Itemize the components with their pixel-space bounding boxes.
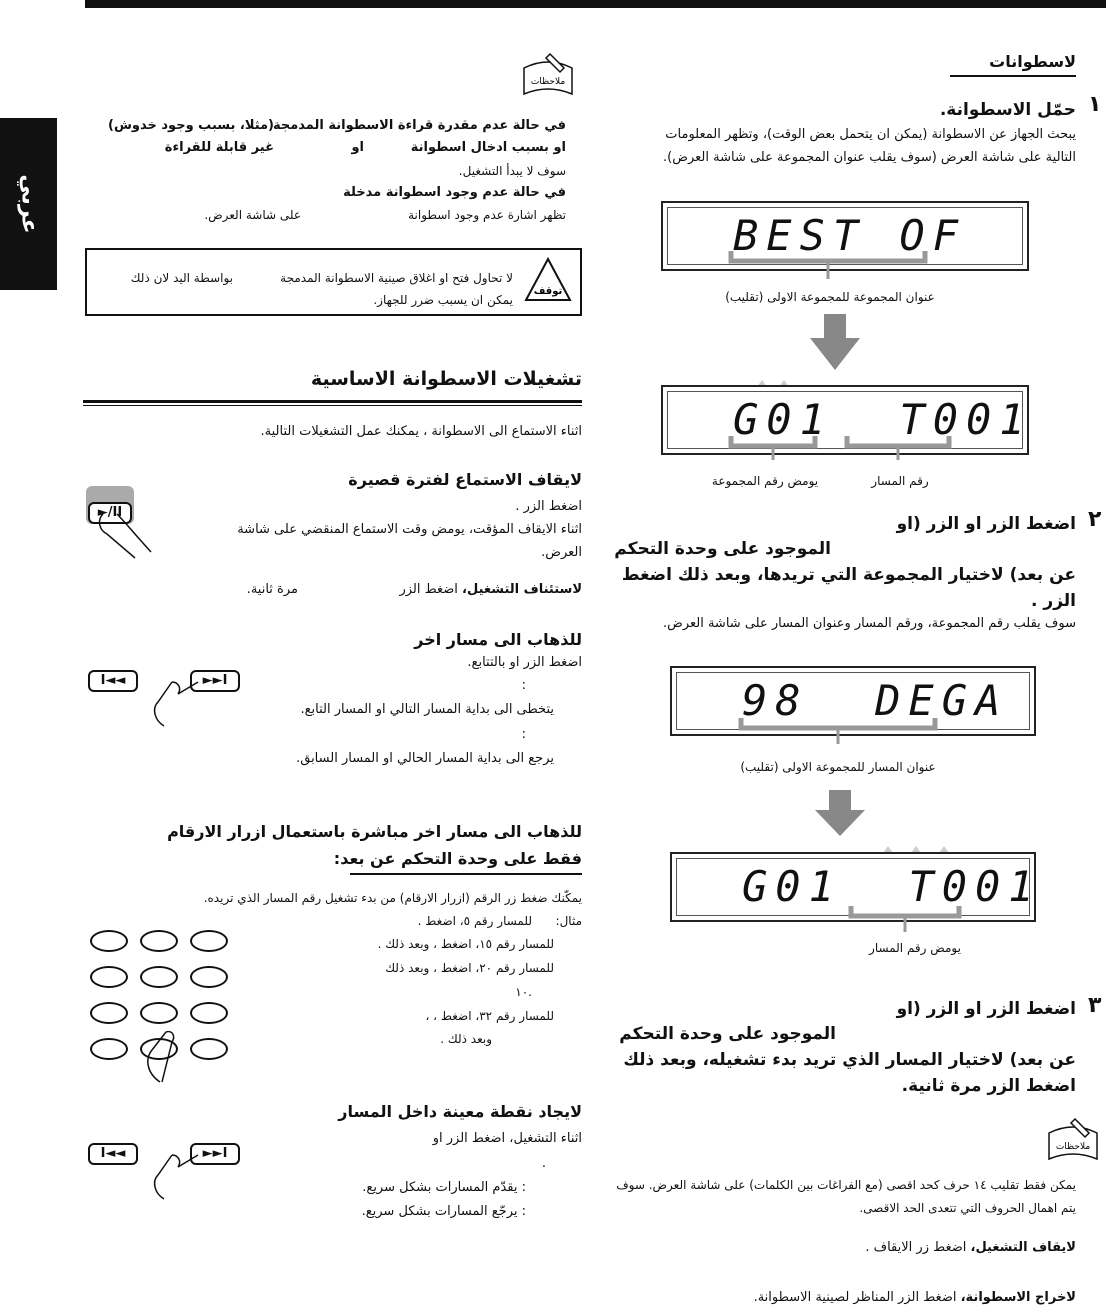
direct-title-1: للذهاب الى مسار اخر مباشرة باستعمال ازرار الارقام <box>167 822 582 841</box>
search-line-2: . <box>541 1156 546 1171</box>
bracket-group-track <box>725 430 955 470</box>
number-key <box>190 966 228 988</box>
step-3-line-2: الموجود على وحدة التحكم <box>619 1024 836 1044</box>
number-key <box>190 1002 228 1024</box>
skip-line-1: اضغط الزر او بالتتابع. <box>467 655 582 670</box>
pause-line-3: العرض. <box>541 545 582 560</box>
top-bar <box>85 0 1106 8</box>
search-line-4: : يرجّع المسارات بشكل سريع. <box>361 1204 526 1219</box>
skip-title: للذهاب الى مسار اخر <box>414 630 582 649</box>
bracket-track-title <box>735 712 945 752</box>
title-rule-thin <box>83 405 582 406</box>
caution-icon-label: توقف <box>533 286 563 297</box>
section-rule <box>950 75 1076 77</box>
direct-title-2: فقط على وحدة التحكم عن بعد: <box>333 849 582 868</box>
number-key <box>90 1002 128 1024</box>
finger-icon <box>95 512 155 562</box>
display-text: G01 T001 <box>742 862 1042 911</box>
step-1-line-1: يبحث الجهاز عن الاسطوانة (يمكن ان يتحمل بعض الوقت)، وتظهر المعلومات <box>665 127 1076 142</box>
skip-line-2: : <box>521 678 526 693</box>
section-title: لاسطوانات <box>989 52 1076 71</box>
note-line-2: يتم اهمال الحروف التي تتعدى الحد الاقصى. <box>859 1201 1076 1215</box>
next-button: ►►I <box>190 670 240 692</box>
display-text: BEST OF <box>733 211 967 260</box>
direct-example-2: للمسار رقم ١٥، اضغط ، وبعد ذلك . <box>377 937 554 951</box>
step-1-line-2: التالية على شاشة العرض (سوف يقلب عنوان المجموعة على شاشة العرض). <box>663 150 1076 165</box>
finger-icon <box>140 1028 200 1086</box>
number-key <box>140 966 178 988</box>
note-line-1: يمكن فقط تقليب ١٤ حرف كحد اقصى (مع الفراغات بين الكلمات) على شاشة العرض. سوف <box>616 1178 1076 1192</box>
direct-example-4-end: وبعد ذلك . <box>440 1032 492 1046</box>
previous-button: I◄◄ <box>88 1143 138 1165</box>
caution-line-2: يمكن ان يسبب ضرر للجهاز. <box>373 293 513 307</box>
step-3-line-3: عن بعد) لاختيار المسار الذي تريد بدء تشغيله، وبعد ذلك <box>623 1050 1076 1070</box>
notes-line-1: في حالة عدم مقدرة قراءة الاسطوانة المدمجة <box>272 118 566 133</box>
resume-instruction <box>382 578 582 602</box>
title-rule <box>83 400 582 403</box>
skip-line-3: يتخطى الى بداية المسار التالي او المسار التابع. <box>300 702 554 717</box>
number-key <box>90 966 128 988</box>
language-tab <box>0 118 57 290</box>
finger-icon <box>148 1153 208 1203</box>
number-key <box>90 1038 128 1060</box>
search-line-1: اثناء التشغيل، اضغط الزر او <box>432 1131 582 1146</box>
skip-line-5: يرجع الى بداية المسار الحالي او المسار السابق. <box>296 751 554 766</box>
eject-text: اضغط الزر المناظر لصينية الاسطوانة. <box>753 1290 961 1305</box>
skip-line-4: : <box>521 727 526 742</box>
step-3-line-1: اضغط الزر او الزر (او <box>896 999 1076 1019</box>
notes-line-3: سوف لا يبدأ التشغيل. <box>458 164 566 178</box>
stop-instruction <box>596 1236 1076 1260</box>
pause-line-1: اضغط الزر . <box>515 499 582 514</box>
notes-line-4: في حالة عدم وجود اسطوانة مدخلة <box>343 185 566 200</box>
basic-intro: اثناء الاستماع الى الاسطوانة ، يمكنك عمل التشغيلات التالية. <box>260 424 582 439</box>
bracket-track-number <box>845 900 965 940</box>
step-2-line-2: الموجود على وحدة التحكم <box>614 539 831 559</box>
caution-line-1-b: بواسطة اليد لان ذلك <box>130 271 233 285</box>
step-2-number: ٢ <box>1088 507 1102 532</box>
number-key <box>90 930 128 952</box>
notes-line-2-or: او <box>351 140 364 155</box>
display-text: G01 T001 <box>733 395 1033 444</box>
direct-example-3-end: .١٠ <box>515 985 532 999</box>
step-3-number: ٣ <box>1088 993 1102 1018</box>
caption-track-title: عنوان المسار للمجموعة الاولى (تقليب) <box>740 760 936 774</box>
number-key <box>140 1002 178 1024</box>
language-tab-label: عربي <box>16 174 41 234</box>
display-text: 98 DEGA <box>742 676 1009 725</box>
step-2-line-4: الزر . <box>1031 591 1076 611</box>
previous-button: I◄◄ <box>88 670 138 692</box>
direct-intro: يمكّنك ضغط زر الرقم (ازرار الارقام) من بدء تشغيل رقم المسار الذي تريده. <box>203 891 582 905</box>
notes-icon-label: ملاحظات <box>1055 1142 1091 1152</box>
step-1-title: حمّل الاسطوانة. <box>939 100 1076 120</box>
caption-group-title: عنوان المجموعة للمجموعة الاولى (تقليب) <box>725 290 935 304</box>
search-line-3: : يقدّم المسارات بشكل سريع. <box>362 1180 526 1195</box>
pause-line-2: اثناء الايقاف المؤقت، يومض وقت الاستماع المنقضي على شاشة <box>237 522 582 537</box>
direct-example-label: مثال: <box>555 914 582 928</box>
next-button: ►►I <box>190 1143 240 1165</box>
step-1-number: ١ <box>1088 92 1102 117</box>
finger-icon <box>148 680 208 730</box>
pause-title: لايقاف الاستماع لفترة قصيرة <box>348 470 582 489</box>
resume-label: لاستئناف التشغيل، <box>462 582 582 597</box>
notes-icon <box>1045 1115 1101 1163</box>
notes-line-5-b: على شاشة العرض. <box>204 208 301 222</box>
down-arrow-icon <box>815 790 865 836</box>
stop-label: لايقاف التشغيل، <box>970 1240 1076 1255</box>
eject-instruction <box>596 1286 1076 1310</box>
caution-icon <box>523 256 573 304</box>
search-title: لايجاد نقطة معينة داخل المسار <box>338 1102 582 1121</box>
caption-blinking-track: يومض رقم المسار <box>869 941 961 955</box>
resume-text: اضغط الزر <box>399 582 463 597</box>
direct-title-underline <box>350 873 582 875</box>
resume-text-end: مرة ثانية. <box>246 582 298 597</box>
stop-text: اضغط زر الايقاف . <box>865 1240 971 1255</box>
number-key <box>140 930 178 952</box>
direct-example-3: للمسار رقم ٢٠، اضغط ، وبعد ذلك <box>385 961 554 975</box>
step-2-line-3: عن بعد) لاختيار المجموعة التي تريدها، وبعد ذلك اضغط <box>621 565 1076 585</box>
step-2-description: سوف يقلب رقم المجموعة، ورقم المسار وعنوان المسار على شاشة العرض. <box>662 616 1076 631</box>
step-3-line-4: اضغط الزر مرة ثانية. <box>901 1076 1076 1096</box>
notes-icon <box>520 50 576 98</box>
caption-track-number: رقم المسار <box>871 474 929 488</box>
notes-line-1-end: (مثلا، بسبب وجود خدوش) <box>108 118 274 133</box>
notes-icon-label: ملاحظات <box>530 77 566 87</box>
notes-line-2: او بسبب ادخال اسطوانة <box>410 140 566 155</box>
basic-operations-title: تشغيلات الاسطوانة الاساسية <box>310 368 582 390</box>
step-2-line-1: اضغط الزر او الزر (او <box>896 514 1076 534</box>
direct-example-1: للمسار رقم ٥، اضغط . <box>417 914 532 928</box>
play-pause-button: ►/II <box>88 502 132 524</box>
caution-line-1-a: لا تحاول فتح او اغلاق صينية الاسطوانة المدمجة <box>280 271 513 285</box>
bracket-group-title <box>725 245 935 285</box>
eject-label: لاخراج الاسطوانة، <box>960 1290 1076 1305</box>
notes-line-5-a: تظهر اشارة عدم وجود اسطوانة <box>408 208 566 222</box>
number-key <box>190 930 228 952</box>
caption-blinking-group: يومض رقم المجموعة <box>711 474 819 488</box>
notes-line-2-end: غير قابلة للقراءة <box>164 140 274 155</box>
direct-example-4: للمسار رقم ٣٢، اضغط ، ، <box>425 1009 554 1023</box>
down-arrow-icon <box>810 314 860 370</box>
